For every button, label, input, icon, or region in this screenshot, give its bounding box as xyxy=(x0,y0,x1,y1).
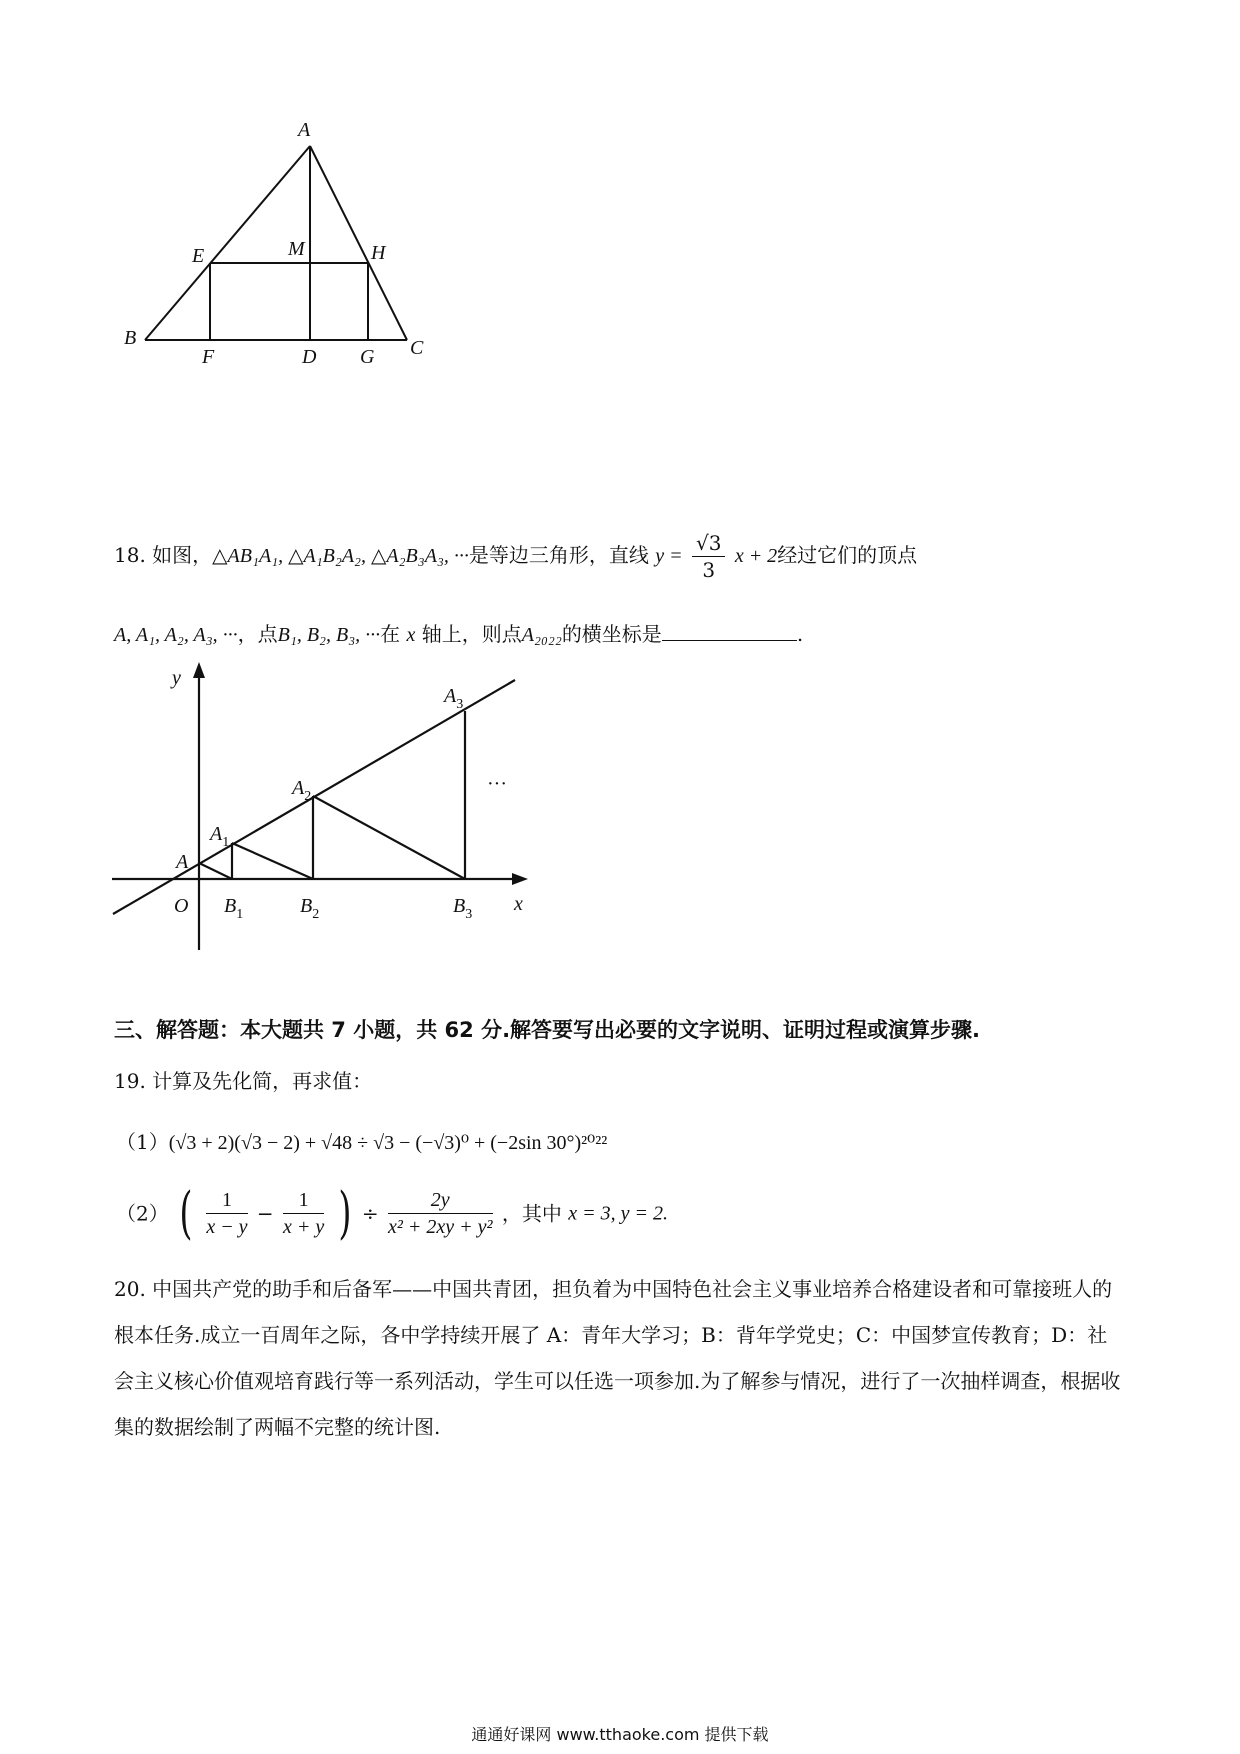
q19-f1-den: x − y xyxy=(206,1216,248,1238)
q19-f3-num: 2y xyxy=(388,1187,493,1214)
q18-number: 18. xyxy=(114,543,146,567)
q19-part1-label: （1） xyxy=(116,1130,169,1154)
side-ac xyxy=(310,146,407,340)
label-b: B xyxy=(124,327,137,349)
right-paren: ) xyxy=(338,1180,352,1246)
q19-fraction-1 xyxy=(206,1187,247,1240)
seg-a1-b2 xyxy=(232,843,313,879)
q18-ask-text: 的横坐标是 xyxy=(561,622,662,646)
q19-fraction-2 xyxy=(283,1187,324,1240)
q18-axis-text: 轴上，则点 xyxy=(421,622,522,646)
label-a3: $A_3$ xyxy=(444,685,464,712)
q18-line-rhs: x + 2 xyxy=(734,545,778,567)
q18-triangles: △AB₁A₁, △A₁B₂A₂, △A₂B₃A₃, ··· xyxy=(212,545,469,567)
q19-part2 xyxy=(116,1180,668,1246)
label-o: O xyxy=(174,895,189,917)
q19-part1-expression: (√3 + 2)(√3 − 2) + √48 ÷ √3 − (−√3)⁰ + (−2sin 30°)²⁰²² xyxy=(168,1132,608,1154)
q18-slope-fraction xyxy=(692,530,725,583)
label-d: D xyxy=(302,346,317,368)
left-paren: ( xyxy=(179,1180,193,1246)
label-b2: $B_2$ xyxy=(300,895,320,922)
q18-target-point: A₂₀₂₂ xyxy=(521,624,562,646)
coordinate-triangles-figure xyxy=(110,660,550,960)
label-a: A xyxy=(176,851,189,873)
q18-line-1 xyxy=(114,530,917,583)
q19-f3-den: x² + 2xy + y² xyxy=(388,1216,493,1238)
section-heading: 三、解答题：本大题共 7 小题，共 62 分.解答要写出必要的文字说明、证明过程或演算步骤. xyxy=(114,1018,981,1042)
q18-end: . xyxy=(796,622,804,646)
q20-paragraph: 20. 中国共产党的助手和后备军——中国共青团，担负着为中国特色社会主义事业培养合格建设者和可靠接班人的根本任务.成立一百周年之际，各中学持续开展了 A：青年大学习；B：背年学党史；C：中国梦宣传教育；D：社会主义核心价值观培育践行等一系列活动，学生可以任选一项参加.为了解参与情况，进行了一次抽样调查，根据收集的数据绘制了两幅不完整的统计图. xyxy=(114,1277,1121,1439)
label-a: A xyxy=(298,119,311,141)
q18-axis-x: x xyxy=(406,624,416,646)
q19-f2-den: x + y xyxy=(283,1216,325,1238)
q19-part1 xyxy=(116,1127,607,1158)
footer-text: 通通好课网 www.tthaoke.com 提供下载 xyxy=(471,1725,769,1744)
label-f: F xyxy=(202,346,215,368)
label-g: G xyxy=(360,346,375,368)
q18-slope-den: 3 xyxy=(702,558,716,582)
side-ab xyxy=(145,146,310,340)
q19-divide: ÷ xyxy=(361,1201,379,1226)
q18-intro: 如图， xyxy=(152,543,213,567)
x-axis-arrow-icon xyxy=(512,873,528,885)
seg-a2-b3 xyxy=(313,796,465,879)
q18-line-lhs: y = xyxy=(655,545,683,567)
triangle-rectangle-figure xyxy=(120,118,480,418)
q18-equilateral-text: 是等边三角形，直线 xyxy=(468,543,649,567)
q18-answer-blank[interactable] xyxy=(662,618,797,641)
q18-passes-text: 经过它们的顶点 xyxy=(777,543,918,567)
y-axis-arrow-icon xyxy=(193,662,205,678)
label-e: E xyxy=(192,245,205,267)
label-a2: $A_2$ xyxy=(292,777,312,804)
q19-part2-label: （2） xyxy=(116,1201,169,1226)
q19-minus: − xyxy=(256,1201,274,1226)
label-ellipsis: ··· xyxy=(487,773,507,795)
q18-slope-num: √3 xyxy=(692,530,725,557)
q19-stem: 19. 计算及先化简，再求值： xyxy=(114,1069,373,1093)
seg-a-b1 xyxy=(199,863,232,879)
q18-points-b-prefix: ，点 xyxy=(237,622,278,646)
label-b3: $B_3$ xyxy=(453,895,473,922)
label-x: x xyxy=(514,893,523,915)
q18-points-b: B₁, B₂, B₃, ··· xyxy=(277,624,381,646)
q18-points-a: A, A₁, A₂, A₃, ··· xyxy=(114,624,238,646)
q19-condition-prefix: ，其中 xyxy=(501,1201,562,1226)
q19-f1-num: 1 xyxy=(206,1187,247,1214)
label-y: y xyxy=(172,667,181,689)
q19-condition: x = 3, y = 2. xyxy=(568,1202,668,1225)
q19-fraction-3 xyxy=(388,1187,493,1240)
label-c: C xyxy=(410,337,424,359)
label-h: H xyxy=(371,242,386,264)
label-a1: $A_1$ xyxy=(210,823,230,850)
label-m: M xyxy=(288,238,305,260)
q19-f2-num: 1 xyxy=(283,1187,324,1214)
q18-line-2 xyxy=(114,618,803,650)
label-b1: $B_1$ xyxy=(224,895,244,922)
q18-on-text: 在 xyxy=(380,622,401,646)
